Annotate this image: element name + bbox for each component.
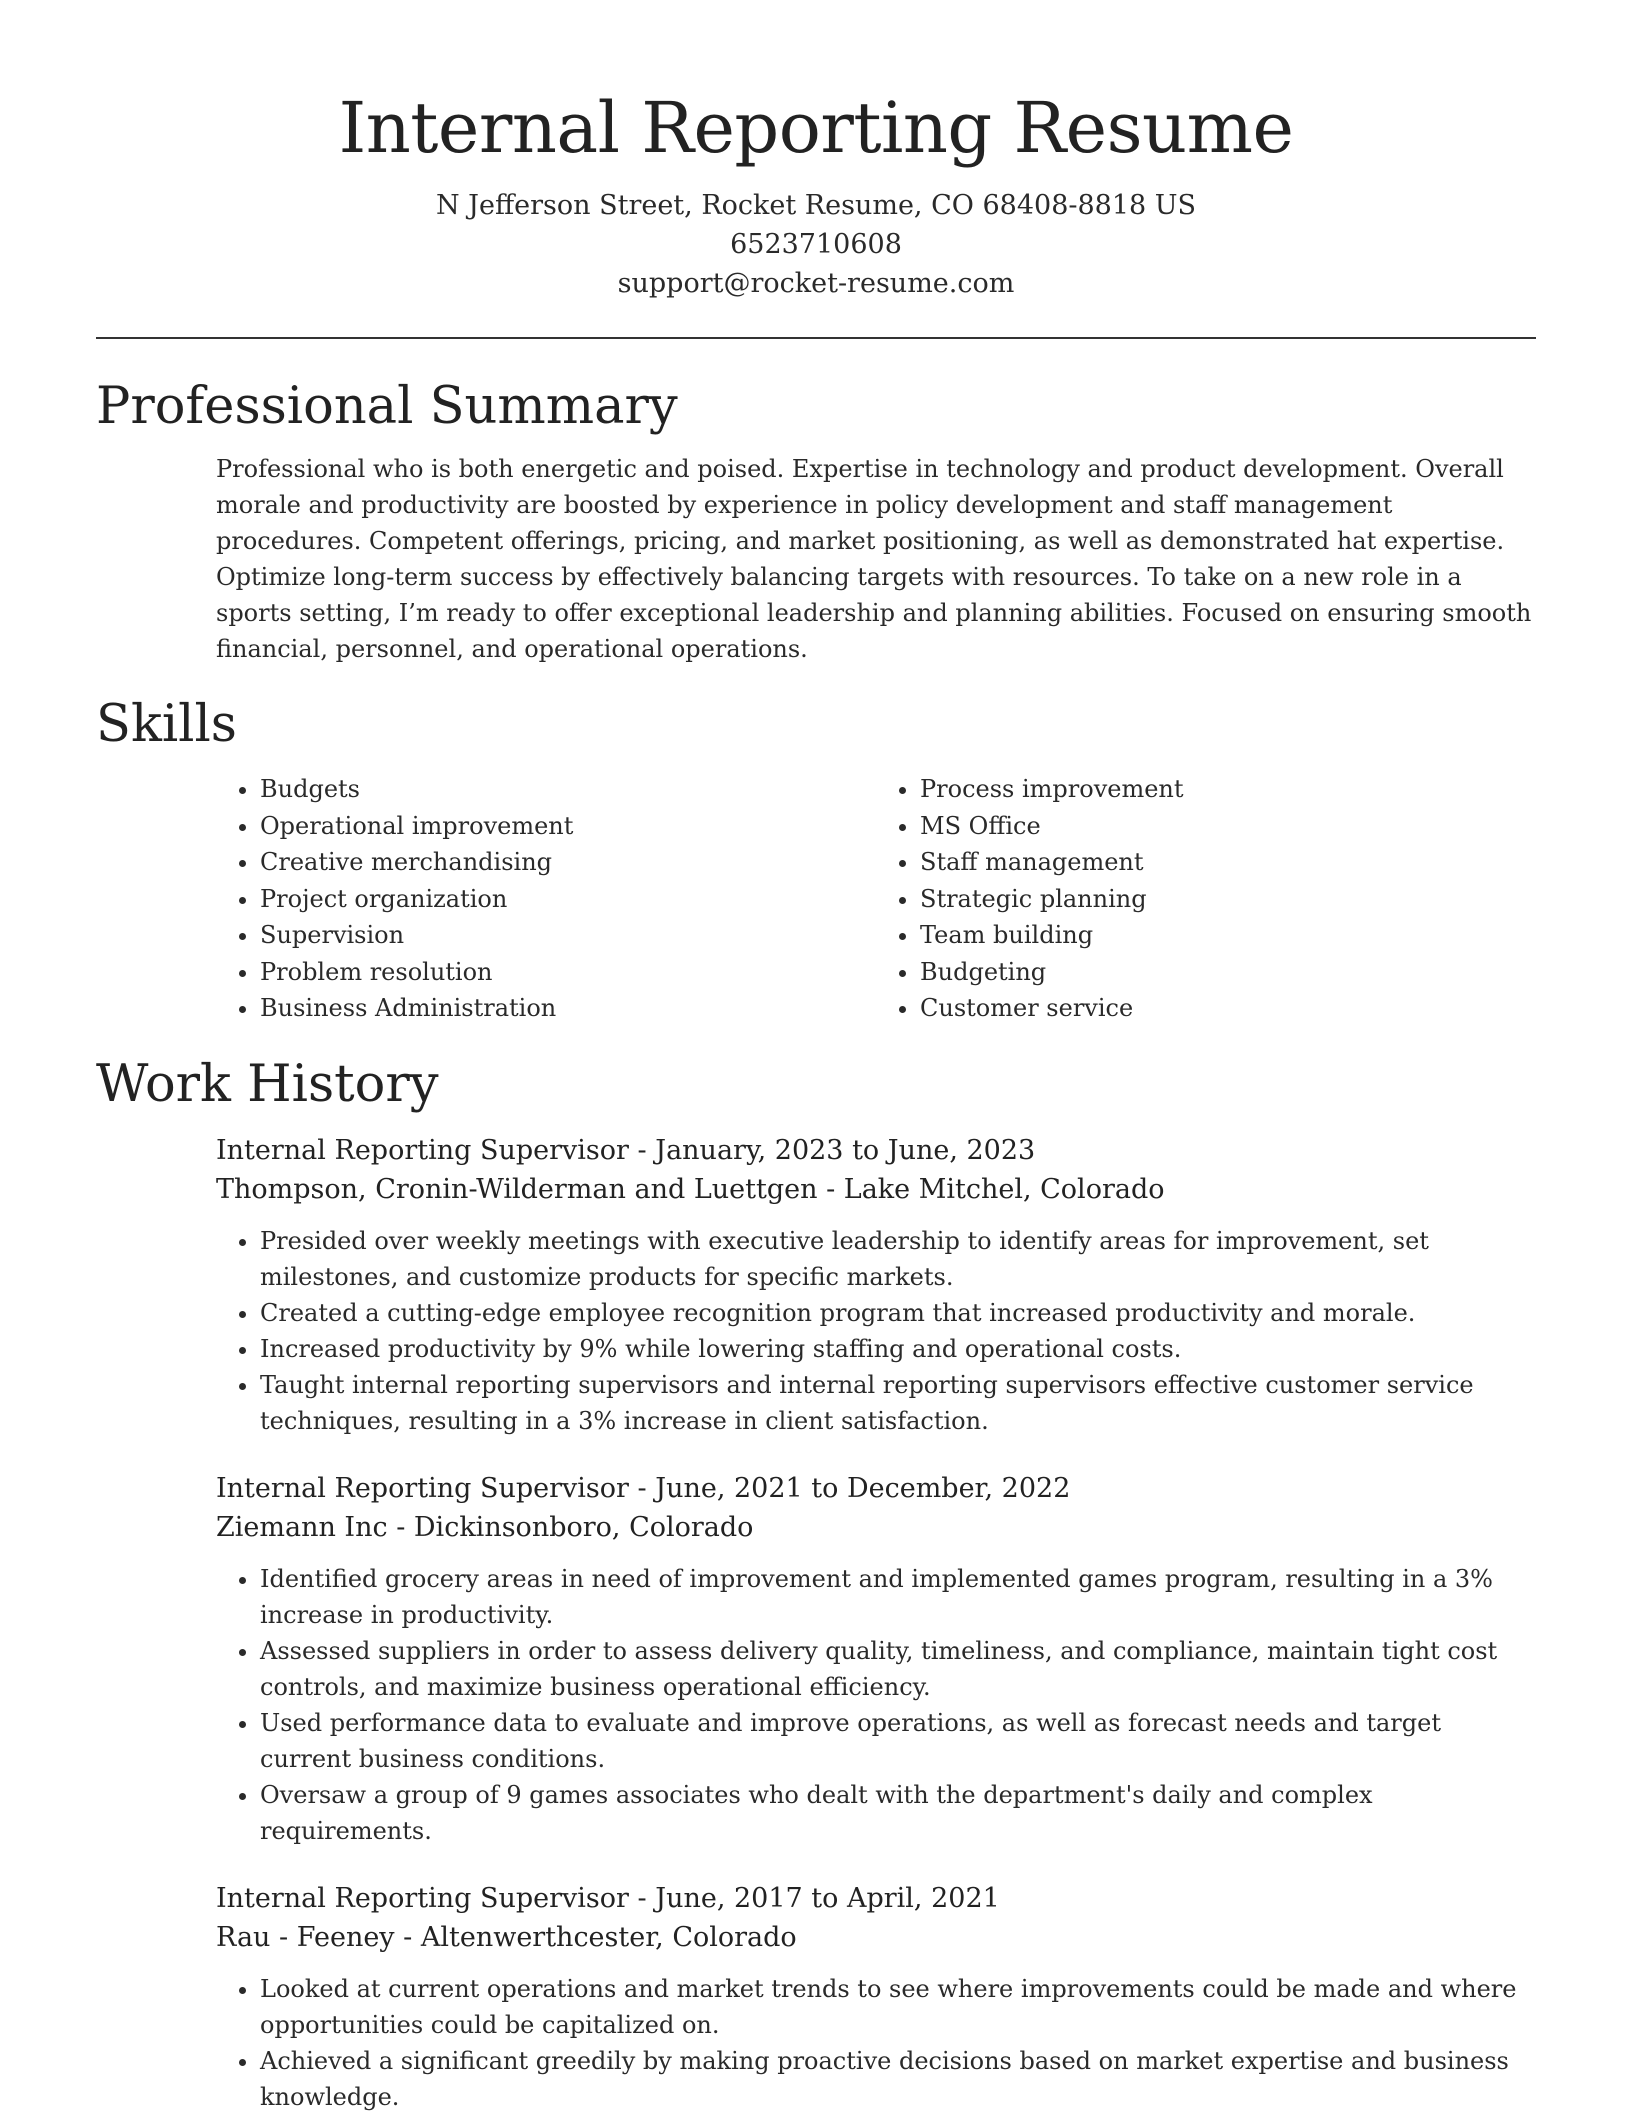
job-role: Internal Reporting Supervisor xyxy=(216,1134,629,1166)
job-company: Rau - Feeney xyxy=(216,1921,395,1953)
email-text: support@rocket-resume.com xyxy=(617,268,1015,299)
job-bullet: • Identified grocery areas in need of improvement and implemented games program, resulting in a 3% increase in productivity. xyxy=(260,1561,1536,1633)
job-entry xyxy=(216,1469,1536,1849)
resume-header xyxy=(0,0,1632,303)
job-bullet: • Looked at current operations and market trends to see where improvements could be made and where opportunities could be capitalized on. xyxy=(260,1971,1536,2043)
contact-block xyxy=(0,186,1632,303)
job-entry xyxy=(216,1879,1536,2112)
job-bullet: • Oversaw a group of 9 games associates who dealt with the department's daily and complex requirements. xyxy=(260,1777,1536,1849)
job-company-line xyxy=(216,1918,1536,1957)
summary-paragraph: Professional who is both energetic and poised. Expertise in technology and product development. Overall morale and productivity are boosted by experience in policy development and staff management procedures. Competent offerings, pricing, and market positioning, as well as demonstrated hat expertise. Optimize long-term success by effectively balancing targets with resources. To take on a new role in a sports setting, I’m ready to offer exceptional leadership and planning abilities. Focused on ensuring smooth financial, personnel, and operational operations. xyxy=(216,455,1532,663)
job-bullets xyxy=(216,1971,1536,2112)
work-history-heading: Work History xyxy=(96,1054,439,1114)
job-bullets xyxy=(216,1223,1536,1439)
job-dates: - June, 2021 to December, 2022 xyxy=(628,1472,1071,1504)
phone-text: 6523710608 xyxy=(730,229,902,260)
summary-heading: Professional Summary xyxy=(96,377,678,436)
skill-item: • Customer service xyxy=(920,990,1536,1027)
job-bullet: • Presided over weekly meetings with executive leadership to identify areas for improvement, set milestones, and customize products for specific markets. xyxy=(260,1223,1536,1295)
skills-column-left xyxy=(216,771,876,1027)
skill-item: • MS Office xyxy=(920,808,1536,845)
job-title-line xyxy=(216,1131,1536,1170)
skill-item: • Budgets xyxy=(260,771,876,808)
job-bullet: • Increased productivity by 9% while lowering staffing and operational costs. xyxy=(260,1331,1536,1367)
skill-item: • Strategic planning xyxy=(920,881,1536,918)
job-dates: - January, 2023 to June, 2023 xyxy=(628,1134,1036,1166)
job-location: - Altenwerthcester, Colorado xyxy=(394,1921,797,1953)
job-title-line xyxy=(216,1879,1536,1918)
job-company: Ziemann Inc xyxy=(216,1511,388,1543)
job-dates: - June, 2017 to April, 2021 xyxy=(628,1882,1000,1914)
job-bullet: • Achieved a significant greedily by making proactive decisions based on market expertise and business knowledge. xyxy=(260,2043,1536,2112)
job-company-line xyxy=(216,1508,1536,1547)
address-text: N Jefferson Street, Rocket Resume, CO 68408-8818 US xyxy=(435,190,1197,221)
job-location: - Dickinsonboro, Colorado xyxy=(387,1511,754,1543)
skill-item: • Supervision xyxy=(260,917,876,954)
skill-item: • Business Administration xyxy=(260,990,876,1027)
job-title-line xyxy=(216,1469,1536,1508)
job-bullet: • Created a cutting-edge employee recognition program that increased productivity and morale. xyxy=(260,1295,1536,1331)
skill-item: • Project organization xyxy=(260,881,876,918)
skill-item: • Creative merchandising xyxy=(260,844,876,881)
skill-item: • Problem resolution xyxy=(260,954,876,991)
skill-item: • Team building xyxy=(920,917,1536,954)
skills-column-right xyxy=(876,771,1536,1027)
skill-item: • Operational improvement xyxy=(260,808,876,845)
job-role: Internal Reporting Supervisor xyxy=(216,1882,629,1914)
job-bullet: • Used performance data to evaluate and improve operations, as well as forecast needs and target current business conditions. xyxy=(260,1705,1536,1777)
resume-title: Internal Reporting Resume xyxy=(338,87,1294,169)
skill-item: • Process improvement xyxy=(920,771,1536,808)
job-bullets xyxy=(216,1561,1536,1849)
skill-item: • Staff management xyxy=(920,844,1536,881)
job-entry xyxy=(216,1131,1536,1439)
job-role: Internal Reporting Supervisor xyxy=(216,1472,629,1504)
job-bullet: • Assessed suppliers in order to assess delivery quality, timeliness, and compliance, maintain tight cost controls, and maximize business operational efficiency. xyxy=(260,1633,1536,1705)
job-bullet: • Taught internal reporting supervisors and internal reporting supervisors effective customer service techniques, resulting in a 3% increase in client satisfaction. xyxy=(260,1367,1536,1439)
skill-item: • Budgeting xyxy=(920,954,1536,991)
job-company: Thompson, Cronin-Wilderman and Luettgen xyxy=(216,1173,818,1205)
header-divider xyxy=(96,337,1536,339)
skills-heading: Skills xyxy=(96,695,237,754)
job-location: - Lake Mitchel, Colorado xyxy=(817,1173,1165,1205)
skills-list xyxy=(216,771,1536,1027)
job-company-line xyxy=(216,1170,1536,1209)
